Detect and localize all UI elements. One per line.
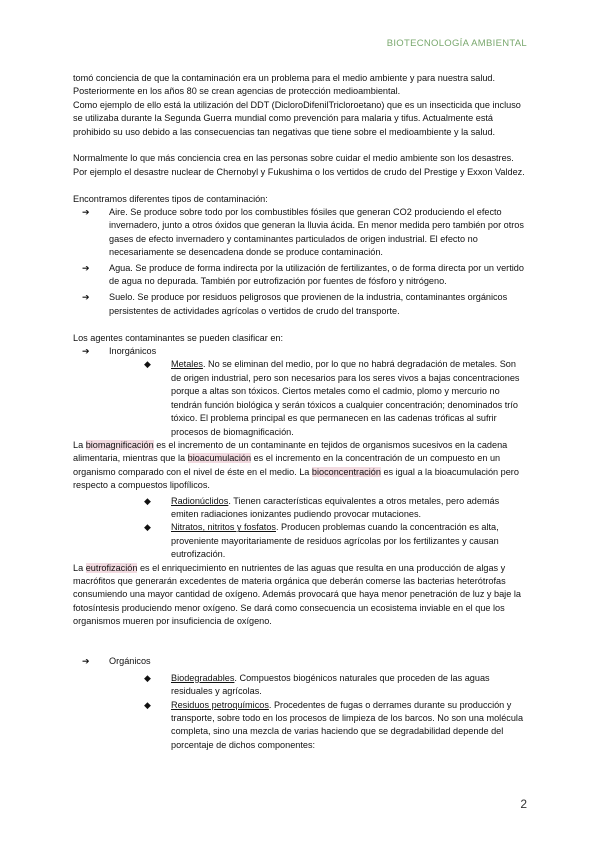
highlight-bioacumulacion: bioacumulación [187,453,252,464]
arrow-icon: ➔ [82,207,90,218]
highlight-eutrofizacion: eutrofización [85,562,138,573]
type-agua: Agua. Se produce de forma indirecta por la utilización de fertilizantes, o de forma directa por un vertido de agua no depurada. También por eutrofización por fuentes de fósforo y nitrógeno. [109,262,524,287]
inorganic-label: Inorgánicos [109,346,157,357]
text-span: es el incremento de un contaminante en tejidos de organismos sucesivos en la cadena alimentaria, mientras que la [73,439,508,464]
list-item [82,291,525,318]
agents-heading: Los agentes contaminantes se pueden clasificar en: [73,332,284,343]
intro-paragraph-2: Como ejemplo de ello está la utilización del DDT (DicloroDifenilTricloroetano) que es un insecticida que incluso se utilizaba durante la Segunda Guerra mundial como prevención para malaria y tifus. Actualmente está prohibido su uso debido a las consecuencias tan negativas que tiene sobre el medioambiente y la salud. [73,99,521,137]
term-petroquimicos: Residuos petroquímicos [171,699,269,710]
arrow-icon: ➔ [82,292,90,303]
document-header: BIOTECNOLOGÍA AMBIENTAL [386,38,527,49]
text-biodegradables: . Compuestos biogénicos naturales que proceden de las aguas residuales y agrícolas. [171,672,490,697]
term-nitratos: Nitratos, nitritos y fosfatos [171,522,276,533]
list-item [144,672,525,699]
type-aire: Aire. Se produce sobre todo por los combustibles fósiles que generan CO2 produciendo el efecto invernadero, junto a otros óxidos que generan la lluvia ácida. En menor medida pero también por otros gases de efecto invernadero y contaminantes particulados de origen industrial. El efecto no necesariamente se desencadena donde se produce contaminación. [109,207,524,258]
term-biodegradables: Biodegradables [171,672,235,683]
text-span: es el enriquecimiento en nutrientes de las aguas que resulta en una producción de algas y macrófitos que generarán excedentes de materia orgánica que deberán comerse las bacterias heterótrofas consumiendo una mayor cantidad de oxígeno. Además provocará que haya menor penetración de luz y baje la fotosíntesis produciendo menor oxígeno. Se dará como consecuencia un ecosistema inviable en el que los organismos mueren por insuficiencia de oxígeno. [73,562,521,627]
text-span: es igual a la bioacumulación pero respecto a compuestos lipofílicos. [73,466,519,491]
diamond-icon: ◆ [144,522,151,533]
term-radionuclidos: Radionúclidos [171,495,229,506]
diamond-icon: ◆ [144,359,151,370]
diamond-icon: ◆ [144,495,151,506]
arrow-icon: ➔ [82,262,90,273]
text-metales: . No se eliminan del medio, por lo que no habrá degradación de metales. Son de origen industrial, pero son necesarios para los seres vivos a bajas concentraciones porque a altas son tóxicos. Ciertos metales como el cadmio, plomo y mercurio no tendrán función biológica y serán tóxicos a cualquier concentración; denominados trío tóxico. El problema principal es que permanecen en las cadenas tróficas al sufrir procesos de biomagnificación. [171,359,520,437]
intro-paragraph-1: tomó conciencia de que la contaminación era un problema para el medio ambiente y para nuestra salud. Posteriormente en los años 80 se crean agencias de protección medioambiental. [73,73,496,97]
text-span: La [73,439,86,450]
text-petroquimicos: . Procedentes de fugas o derrames durante su producción y transporte, sobre todo en los procesos de limpieza de los barcos. No son una molécula completa, sino una mezcla de varias haciendo que se degradabilidad depende del porcentaje de dichos componentes: [171,699,524,750]
arrow-icon: ➔ [82,656,90,667]
text-radionuclidos: . Tienen características equivalentes a otros metales, pero además emiten radiaciones ionizantes pudiendo provocar mutaciones. [171,495,500,519]
text-nitratos: . Producen problemas cuando la concentración es alta, proveniente mayoritariamente de residuos agrícolas por los fertilizantes y causan eutrofización. [171,522,499,560]
document-body [73,72,525,752]
list-item [144,699,525,753]
list-item [82,262,525,289]
list-item [144,495,525,522]
organic-label: Orgánicos [109,656,151,667]
list-item [82,206,525,260]
list-item [82,655,525,668]
diamond-icon: ◆ [144,699,151,710]
list-item [144,521,525,561]
page-number: 2 [520,797,527,811]
text-span: es el incremento en la concentración de un compuesto en un organismo comparado con el nivel de éste en el medio. La [73,453,501,477]
list-item [144,358,525,438]
list-item [82,345,525,358]
arrow-icon: ➔ [82,346,90,357]
intro-paragraph-3: Normalmente lo que más conciencia crea en las personas sobre cuidar el medio ambiente son los desastres. Por ejemplo el desastre nuclear de Chernobyl y Fukushima o los vertidos de crudo del Prestige y Exxon Valdez. [73,153,525,177]
biomagnification-paragraph [73,439,525,493]
term-metales: Metales [171,359,203,370]
types-heading: Encontramos diferentes tipos de contaminación: [73,193,268,204]
diamond-icon: ◆ [144,672,151,683]
eutrofizacion-paragraph [73,562,525,629]
type-suelo: Suelo. Se produce por residuos peligrosos que provienen de la industria, contaminantes orgánicos persistentes de actividades agrícolas o vertidos de crudo del transporte. [109,292,508,316]
highlight-bioconcentracion: bioconcentración [311,466,381,477]
highlight-biomagnificacion: biomagnificación [85,439,154,450]
text-span: La [73,562,86,573]
